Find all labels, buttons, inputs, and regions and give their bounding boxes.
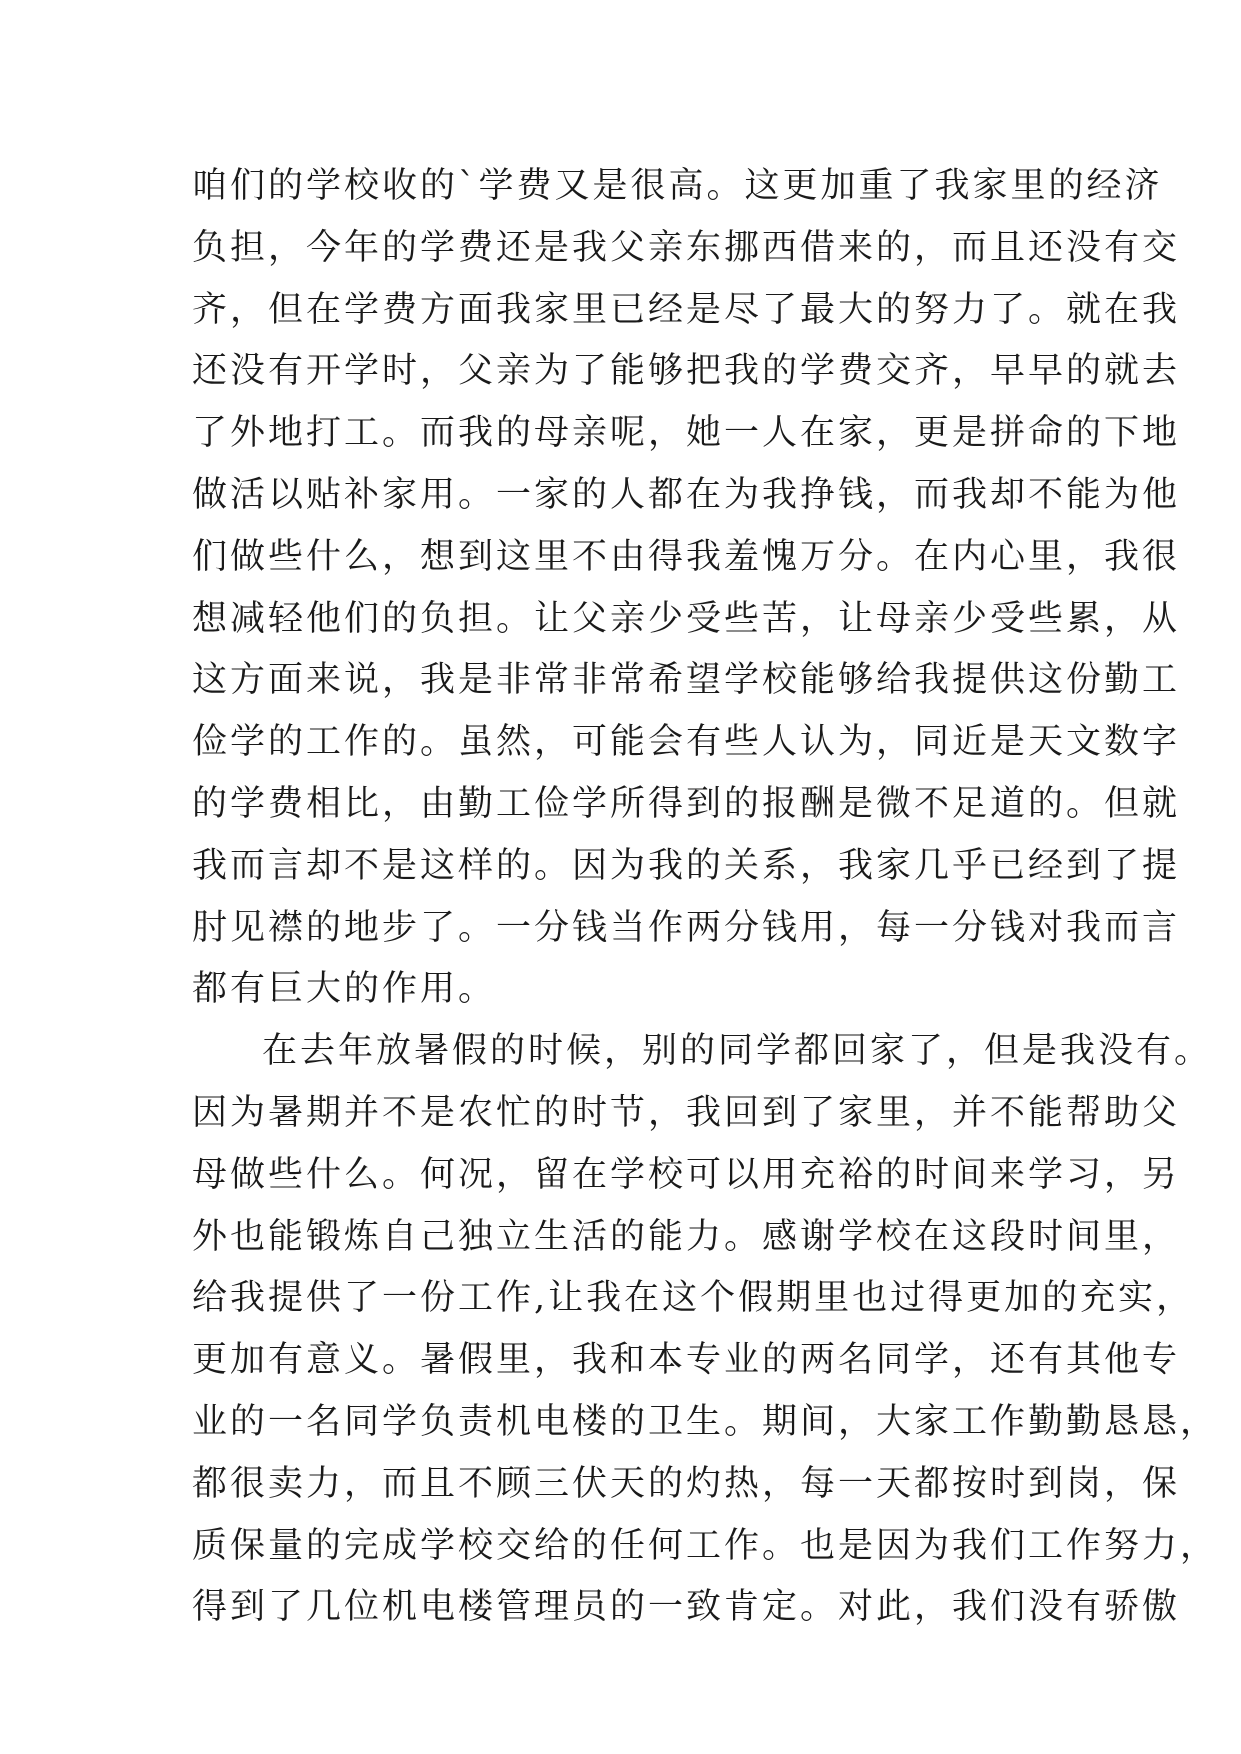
text-line: 都有巨大的作用。 <box>192 969 497 1010</box>
text-line: 得到了几位机电楼管理员的一致肯定。对此，我们没有骄傲 <box>192 1587 1181 1628</box>
text-line: 在去年放暑假的时候，别的同学都回家了，但是我没有。 <box>262 1031 1213 1072</box>
text-line: 做活以贴补家用。一家的人都在为我挣钱，而我却不能为他 <box>192 474 1181 515</box>
text-line: 肘见襟的地步了。一分钱当作两分钱用，每一分钱对我而言 <box>192 907 1181 948</box>
text-line: 外也能锻炼自己独立生活的能力。感谢学校在这段时间里， <box>192 1216 1181 1257</box>
text-line: 我而言却不是这样的。因为我的关系，我家几乎已经到了提 <box>192 845 1181 886</box>
text-line: 负担，今年的学费还是我父亲东挪西借来的，而且还没有交 <box>192 227 1181 268</box>
document-body <box>192 156 1219 1639</box>
text-line: 质保量的完成学校交给的任何工作。也是因为我们工作努力， <box>192 1525 1219 1566</box>
text-line: 俭学的工作的。虽然，可能会有些人认为，同近是天文数字 <box>192 722 1181 763</box>
text-line: 齐，但在学费方面我家里已经是尽了最大的努力了。就在我 <box>192 289 1181 330</box>
text-line: 的学费相比，由勤工俭学所得到的报酬是微不足道的。但就 <box>192 783 1181 824</box>
text-line: 母做些什么。何况，留在学校可以用充裕的时间来学习，另 <box>192 1154 1181 1195</box>
text-line: 因为暑期并不是农忙的时节，我回到了家里，并不能帮助父 <box>192 1092 1181 1133</box>
text-line: 更加有意义。暑假里，我和本专业的两名同学，还有其他专 <box>192 1340 1181 1381</box>
text-line: 给我提供了一份工作,让我在这个假期里也过得更加的充实， <box>192 1278 1195 1319</box>
text-line: 想减轻他们的负担。让父亲少受些苦，让母亲少受些累，从 <box>192 598 1181 639</box>
text-line: 还没有开学时，父亲为了能够把我的学费交齐，早早的就去 <box>192 351 1181 392</box>
text-line: 们做些什么，想到这里不由得我羞愧万分。在内心里，我很 <box>192 536 1181 577</box>
paragraph-1 <box>192 156 1181 1021</box>
text-line: 了外地打工。而我的母亲呢，她一人在家，更是拼命的下地 <box>192 413 1181 454</box>
text-line: 这方面来说，我是非常非常希望学校能够给我提供这份勤工 <box>192 660 1181 701</box>
text-line: 业的一名同学负责机电楼的卫生。期间，大家工作勤勤恳恳， <box>192 1401 1219 1442</box>
paragraph-2 <box>192 1021 1219 1639</box>
text-line: 咱们的学校收的`学费又是很高。这更加重了我家里的经济 <box>192 166 1163 206</box>
text-line: 都很卖力，而且不顾三伏天的灼热，每一天都按时到岗，保 <box>192 1463 1181 1504</box>
